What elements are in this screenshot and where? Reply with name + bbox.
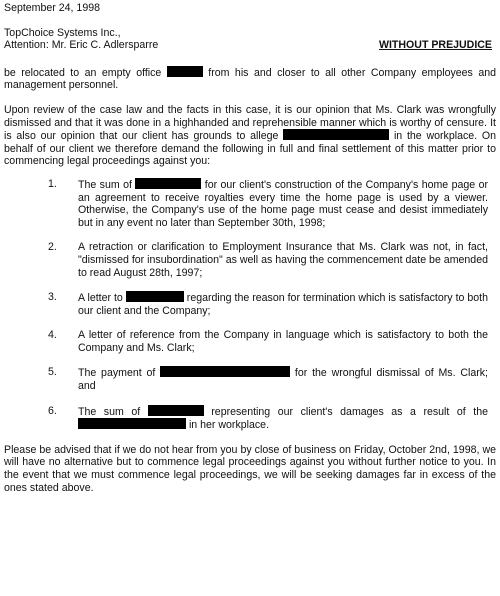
paragraph-closing: Please be advised that if we do not hear from you by close of business on Friday, October 2nd, 1998, we will have no alternative but to commence legal proceedings against you without further notice to you. In the event that we must commence legal proceedings, we will be seeking damages far in excess of the ones stated above. <box>4 443 496 494</box>
demand-number: 1. <box>48 177 57 190</box>
demand-item-3 <box>4 291 496 317</box>
letter-date: September 24, 1998 <box>4 2 101 14</box>
paragraph-relocation-a: be relocated to an empty office <box>4 66 167 79</box>
demand-text-a: The sum of <box>78 178 136 191</box>
attention-row <box>4 39 496 52</box>
demand-text: A retraction or clarification to Employment Insurance that Ms. Clark was not, in fact, "dismissed for insubordination" as well as having the commencement date be amended to read August 28th, 1997; <box>78 241 488 279</box>
demand-number: 6. <box>48 404 57 417</box>
demand-text-c: in her workplace. <box>186 419 270 432</box>
redaction-block <box>283 129 389 140</box>
demand-text <box>78 405 488 432</box>
demand-text-a: The payment of <box>78 367 161 380</box>
paragraph-relocation-b: from his and closer to all other Company employees and management personnel. <box>4 66 497 92</box>
redaction-block <box>167 66 203 77</box>
demand-number: 2. <box>48 241 57 254</box>
redaction-block <box>160 366 290 377</box>
paragraph-opinion-b: in the workplace. On behalf of our client we therefore demand the following in full and final settlement of this matter prior to commencing legal proceedings against you: <box>4 130 496 168</box>
demand-item-6 <box>4 405 496 432</box>
demand-item-5 <box>4 366 496 392</box>
demand-text <box>78 366 488 392</box>
demand-text-b: regarding the reason for termination which is satisfactory to both our client and the Company; <box>78 292 489 317</box>
demand-text-a: The sum of <box>78 405 148 418</box>
redaction-block <box>78 418 186 429</box>
demand-item-4 <box>4 329 496 354</box>
demand-text <box>78 178 488 229</box>
without-prejudice-marking: WITHOUT PREJUDICE <box>378 39 492 52</box>
redaction-block <box>148 405 204 416</box>
demands-list <box>4 178 496 432</box>
demand-item-1 <box>4 178 496 229</box>
redaction-block <box>135 178 201 189</box>
demand-number: 4. <box>48 329 57 342</box>
paragraph-opinion <box>4 104 496 168</box>
demand-text-b: representing our client's damages as a result of the <box>203 405 488 418</box>
recipient-company: TopChoice Systems Inc., <box>4 26 121 39</box>
demand-text <box>78 291 488 317</box>
demand-text-b: for our client's construction of the Company's home page or an agreement to receive royalties every time the home page is used by a viewer. Otherwise, the Company's use of the home page must cease and desist immediately but in any event no later than September 30th, 1998; <box>78 178 489 229</box>
demand-number: 3. <box>48 291 57 304</box>
demand-number: 5. <box>48 366 57 379</box>
paragraph-opinion-a: Upon review of the case law and the facts in this case, it is our opinion that Ms. Clark was wrongfully dismissed and that it was done in a highhanded and reprehensible manner which is worthy of censure. It is also our opinion that our client has grounds to allege <box>4 103 496 143</box>
demand-text-a: A letter to <box>78 292 126 305</box>
demand-text: A letter of reference from the Company in language which is satisfactory to both the Company and Ms. Clark; <box>78 329 488 354</box>
demand-item-2 <box>4 241 496 279</box>
demand-text-b: for the wrongful dismissal of Ms. Clark; and <box>78 367 488 393</box>
redaction-block <box>126 291 184 302</box>
attention-line: Attention: Mr. Eric C. Adlersparre <box>4 39 159 52</box>
paragraph-relocation <box>4 66 496 92</box>
